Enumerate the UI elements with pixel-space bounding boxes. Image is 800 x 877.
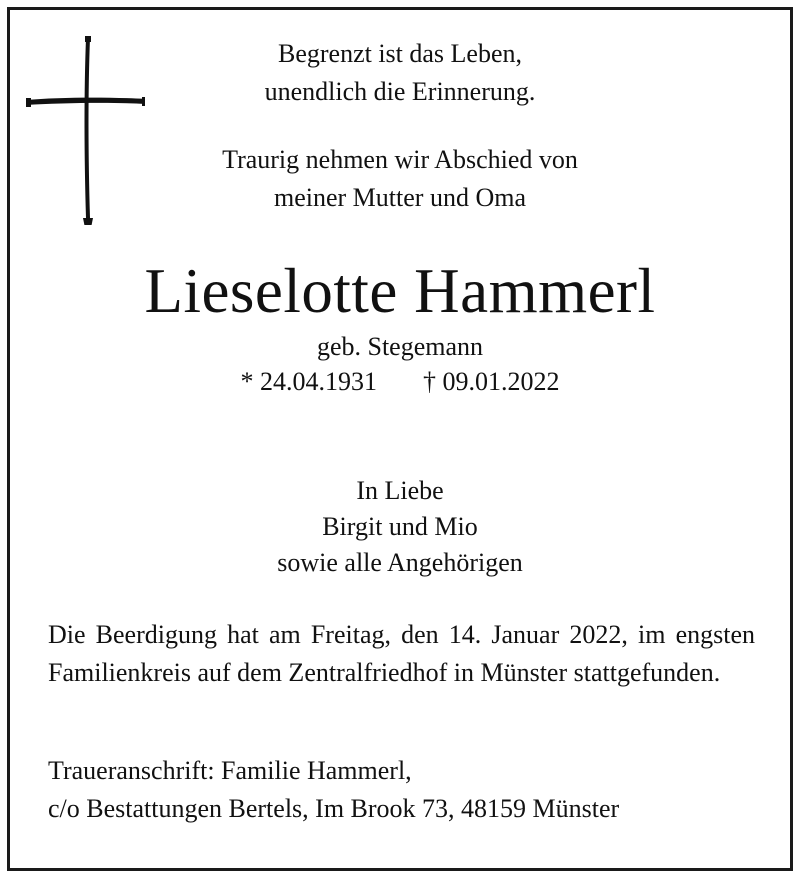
signoff-line-3: sowie alle Angehörigen [277, 548, 523, 577]
deceased-name: Lieselotte Hammerl [144, 256, 656, 326]
announcement-line-1: Traurig nehmen wir Abschied von [222, 145, 578, 174]
farewell-announcement [0, 141, 800, 217]
funeral-notice: Die Beerdigung hat am Freitag, den 14. Januar 2022, im engsten Familienkreis auf dem Zentralfriedhof in Münster stattgefunden. [48, 620, 755, 687]
verse-line-1: Begrenzt ist das Leben, [277, 39, 523, 68]
mourners-signoff [0, 473, 800, 581]
life-dates [0, 363, 800, 401]
announcement-line-2: meiner Mutter und Oma [274, 183, 526, 212]
signoff-line-1: In Liebe [356, 476, 444, 505]
signoff-line-2: Birgit und Mio [322, 512, 478, 541]
memorial-verse [0, 35, 800, 111]
mourning-address [48, 752, 619, 828]
verse-line-2: unendlich die Erinnerung. [264, 77, 536, 106]
death-date: † 09.01.2022 [423, 367, 560, 396]
address-line-2: c/o Bestattungen Bertels, Im Brook 73, 48159 Münster [48, 794, 620, 823]
birth-name: geb. Stegemann [316, 332, 484, 361]
birth-date: * 24.04.1931 [240, 367, 377, 396]
address-line-1: Traueranschrift: Familie Hammerl, [48, 756, 412, 785]
